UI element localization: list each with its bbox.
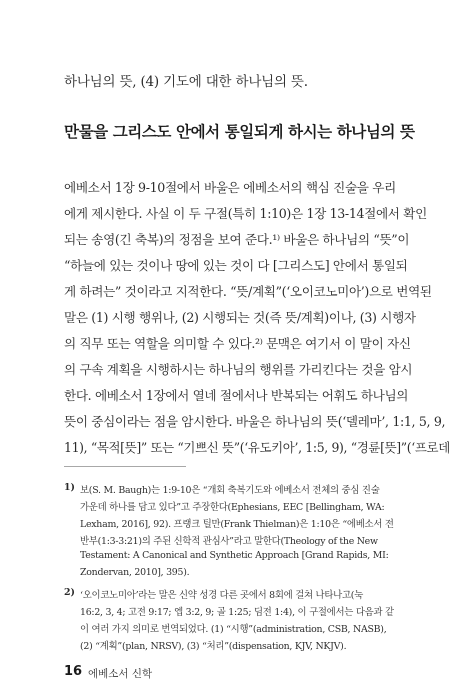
footnote-line: 반부(1:3-3:21)의 주된 신학적 관심사”라고 말한다(Theology of the New — [80, 536, 378, 547]
body-line: “하늘에 있는 것이나 땅에 있는 것이 다 [그리스도] 안에서 통일되 — [64, 258, 408, 273]
footnote-line: (2) “계획”(plan, NRSV), (3) “처리”(dispensation, KJV, NKJV). — [80, 641, 347, 652]
body-line: 한다. 에베소서 1장에서 열네 절에서나 반복되는 어휘도 하나님의 — [64, 388, 409, 403]
footnote-line: 가운데 하나를 담고 있다”고 주장한다(Ephesians, EEC [Bellingham, WA: — [80, 502, 385, 513]
footnote-line: Zondervan, 2010], 395). — [80, 567, 190, 578]
page-number: 16 — [64, 664, 83, 679]
running-title: 에베소서 신학 — [88, 668, 153, 680]
intro-line: 하나님의 뜻, (4) 기도에 대한 하나님의 뜻. — [64, 74, 308, 90]
footnote-line: 16:2, 3, 4; 고전 9:17; 엡 3:2, 9; 골 1:25; 딤전 1:4), 이 구절에서는 다음과 같 — [80, 607, 394, 618]
section-heading: 만물을 그리스도 안에서 통일되게 하시는 하나님의 뜻 — [64, 123, 415, 141]
body-line: 게 하려는” 것이라고 지적한다. “뜻/계획”(‘오이코노미아’)으로 번역된 — [64, 284, 432, 299]
footnote-line: Testament: A Canonical and Synthetic Approach [Grand Rapids, MI: — [80, 550, 389, 561]
footnote-number: 1) — [64, 482, 75, 493]
footnote-line: Lexham, 2016], 92). 프랭크 틸만(Frank Thielman)은 1:10은 “에베소서 전 — [80, 519, 394, 530]
body-line: 뜻이 중심이라는 점을 암시한다. 바울은 하나님의 뜻(‘델레마’, 1:1, 5, 9, — [64, 414, 446, 429]
footnote-line: 보(S. M. Baugh)는 1:9-10은 “개회 축복기도와 에베소서 전체의 중심 진술 — [80, 485, 380, 496]
body-line: 에베소서 1장 9-10절에서 바울은 에베소서의 핵심 진술을 우리 — [64, 180, 396, 195]
body-line: 말은 (1) 시행 행위나, (2) 시행되는 것(즉 뜻/계획)이나, (3) 시행자 — [64, 310, 416, 325]
footnote-line: ‘오이코노미아’라는 말은 신약 성경 다른 곳에서 8회에 걸쳐 나타나고(눅 — [80, 590, 363, 601]
footnote-number: 2) — [64, 587, 75, 598]
body-line: 의 직무 또는 역할을 의미할 수 있다.²⁾ 문맥은 여기서 이 말이 자신 — [64, 336, 411, 351]
footnote-divider — [64, 466, 186, 467]
body-line: 11), “목적[뜻]” 또는 “기쁘신 뜻”(‘유도키아’, 1:5, 9), “경륜[뜻]”(‘프로데 — [64, 440, 450, 455]
body-line: 에게 제시한다. 사실 이 두 구절(특히 1:10)은 1장 13-14절에서 확인 — [64, 206, 427, 221]
body-line: 의 구속 계획을 시행하시는 하나님의 행위를 가리킨다는 것을 암시 — [64, 362, 413, 377]
footnote-line: 이 여러 가지 의미로 번역되었다. (1) “시행”(administration, CSB, NASB), — [80, 624, 387, 635]
body-line: 되는 송영(긴 축복)의 정점을 보여 준다.¹⁾ 바울은 하나님의 “뜻”이 — [64, 232, 410, 247]
